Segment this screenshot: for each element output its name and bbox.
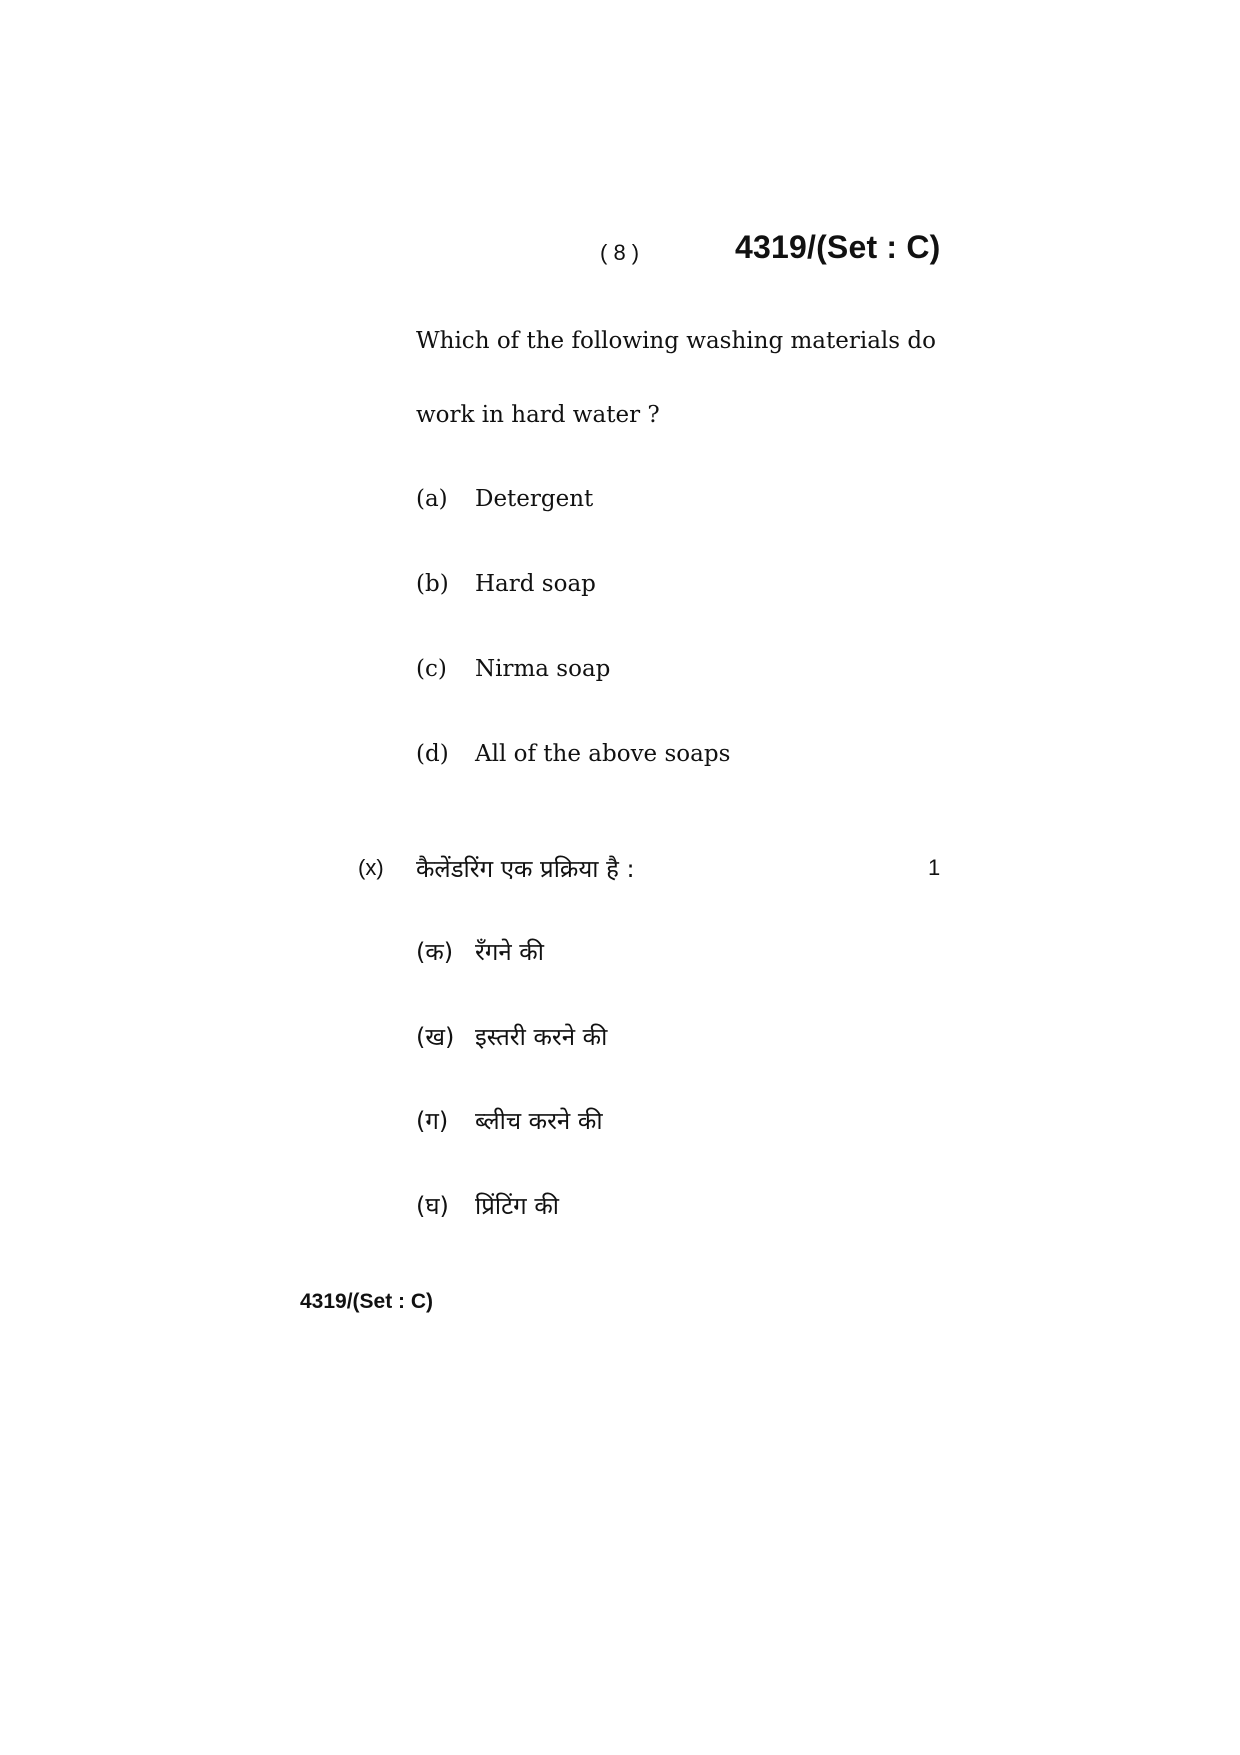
paper-code-header: 4319/(Set : C) xyxy=(735,229,941,265)
option-ka-label: (क) xyxy=(416,938,454,966)
page-number: ( 8 ) xyxy=(600,240,640,265)
question-x-stem: कैलेंडरिंग एक प्रक्रिया है : xyxy=(416,855,635,883)
option-kha-text: इस्तरी करने की xyxy=(475,1023,608,1051)
option-a-text: Detergent xyxy=(475,486,594,512)
option-c-label: (c) xyxy=(416,656,447,682)
option-gha-label: (घ) xyxy=(416,1192,449,1220)
question-x-number: (x) xyxy=(358,855,384,880)
option-c-text: Nirma soap xyxy=(475,656,611,682)
option-gha-text: प्रिंटिंग की xyxy=(475,1192,559,1220)
option-a-label: (a) xyxy=(416,486,448,512)
option-b-text: Hard soap xyxy=(475,571,596,597)
paper-code-footer: 4319/(Set : C) xyxy=(300,1290,434,1313)
question-stem-line-2: work in hard water ? xyxy=(416,402,660,428)
question-stem-line-1: Which of the following washing materials do xyxy=(416,328,936,354)
option-kha-label: (ख) xyxy=(416,1023,455,1051)
option-d-text: All of the above soaps xyxy=(475,741,731,767)
option-d-label: (d) xyxy=(416,741,449,767)
option-b-label: (b) xyxy=(416,571,449,597)
option-ka-text: रँगने की xyxy=(475,938,544,966)
option-ga-label: (ग) xyxy=(416,1107,449,1135)
option-ga-text: ब्लीच करने की xyxy=(475,1107,603,1135)
question-x-marks: 1 xyxy=(928,855,941,880)
